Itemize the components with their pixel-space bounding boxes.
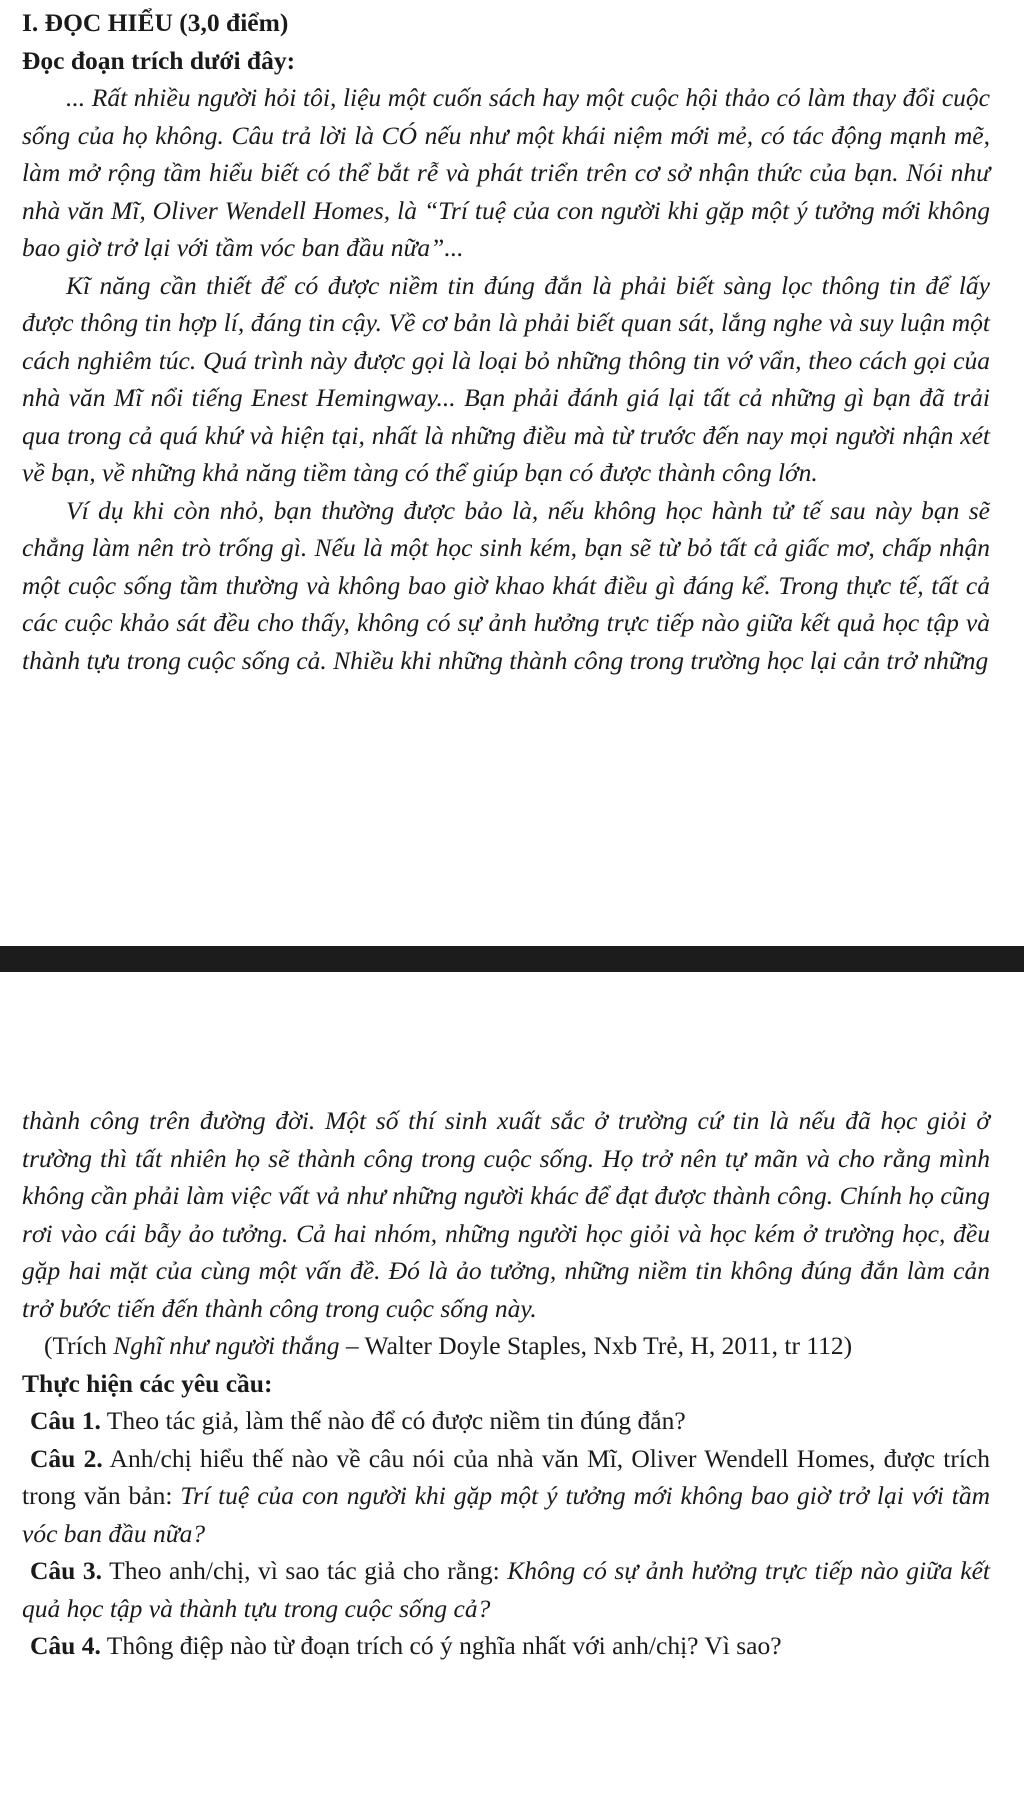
question-2 [22, 1440, 990, 1553]
instruction: Đọc đoạn trích dưới đây: [22, 45, 296, 75]
question-1-label: Câu 1. [30, 1406, 101, 1435]
question-2-text: Anh/chị hiểu thế nào về câu nói của nhà văn Mĩ, Oliver Wendell Homes, được trích trong văn bản: [22, 1443, 990, 1510]
question-4-label: Câu 4. [30, 1631, 101, 1660]
question-4-text: Thông điệp nào từ đoạn trích có ý nghĩa nhất với anh/chị? Vì sao? [100, 1631, 782, 1660]
question-3 [22, 1552, 990, 1627]
passage-continuation: thành công trên đường đời. Một số thí sinh xuất sắc ở trường cứ tin là nếu đã học giỏi ở trường thì tất nhiên họ sẽ thành công trong cuộc sống. Họ trở nên tự mãn và cho rằng mình không cần phải làm việc vất vả như những người khác để đạt được thành công. Chính họ cũng rơi vào cái bẫy ảo tưởng. Cả hai nhóm, những người học giỏi và học kém ở trường học, đều gặp hai mặt của cùng một vấn đề. Đó là ảo tưởng, những niềm tin không đúng đắn làm cản trở bước tiến đến thành công trong cuộc sống này. [22, 1106, 990, 1323]
source-citation [22, 1327, 990, 1365]
passage-paragraph-2: Kĩ năng cần thiết để có được niềm tin đúng đắn là phải biết sàng lọc thông tin để lấy được thông tin hợp lí, đáng tin cậy. Về cơ bản là phải biết quan sát, lắng nghe và suy luận một cách nghiêm túc. Quá trình này được gọi là loại bỏ những thông tin vớ vẩn, theo cách gọi của nhà văn Mĩ nổi tiếng Enest Hemingway... Bạn phải đánh giá lại tất cả những gì bạn đã trải qua trong cả quá khứ và hiện tại, nhất là những điều mà từ trước đến nay mọi người nhận xét về bạn, về những khả năng tiềm tàng có thể giúp bạn có được thành công lớn. [22, 270, 990, 487]
question-3-label: Câu 3. [30, 1556, 103, 1585]
question-4 [22, 1627, 990, 1665]
document-top-section [22, 4, 990, 679]
question-1 [22, 1402, 990, 1440]
source-title: Nghĩ như người thắng [113, 1331, 340, 1360]
source-open: (Trích [44, 1331, 114, 1360]
question-2-label: Câu 2. [30, 1443, 103, 1473]
tasks-heading: Thực hiện các yêu cầu: [22, 1368, 273, 1398]
question-3-quote: Không có sự ảnh hưởng trực tiếp nào giữa kết quả học tập và thành tựu trong cuộc sống cả? [22, 1556, 990, 1623]
passage-paragraph-3: Ví dụ khi còn nhỏ, bạn thường được bảo là, nếu không học hành tử tế sau này bạn sẽ chẳng làm nên trò trống gì. Nếu là một học sinh kém, bạn sẽ từ bỏ tất cả giấc mơ, chấp nhận một cuộc sống tầm thường và không bao giờ khao khát điều gì đáng kể. Trong thực tế, tất cả các cuộc khảo sát đều cho thấy, không có sự ảnh hưởng trực tiếp nào giữa kết quả học tập và thành tựu trong cuộc sống cả. Nhiều khi những thành công trong trường học lại cản trở những [22, 495, 990, 675]
section-title: I. ĐỌC HIỂU (3,0 điểm) [22, 8, 289, 37]
passage-paragraph-1: ... Rất nhiều người hỏi tôi, liệu một cuốn sách hay một cuộc hội thảo có làm thay đổi cuộc sống của họ không. Câu trả lời là CÓ nếu như một khái niệm mới mẻ, có tác động mạnh mẽ, làm mở rộng tầm hiểu biết có thể bắt rễ và phát triển trên cơ sở nhận thức của bạn. Nói như nhà văn Mĩ, Oliver Wendell Homes, là “Trí tuệ của con người khi gặp một ý tưởng mới không bao giờ trở lại với tầm vóc ban đầu nữa”... [22, 83, 990, 262]
document-bottom-section [22, 1102, 990, 1665]
question-1-text: Theo tác giả, làm thế nào để có được niềm tin đúng đắn? [100, 1406, 686, 1435]
source-rest: – Walter Doyle Staples, Nxb Trẻ, H, 2011, tr 112) [339, 1331, 853, 1360]
question-3-text: Theo anh/chị, vì sao tác giả cho rằng: [102, 1556, 508, 1585]
question-2-quote: Trí tuệ của con người khi gặp một ý tưởng mới không bao giờ trở lại với tầm vóc ban đầu nữa? [22, 1481, 990, 1548]
page-divider-bar [0, 946, 1024, 972]
